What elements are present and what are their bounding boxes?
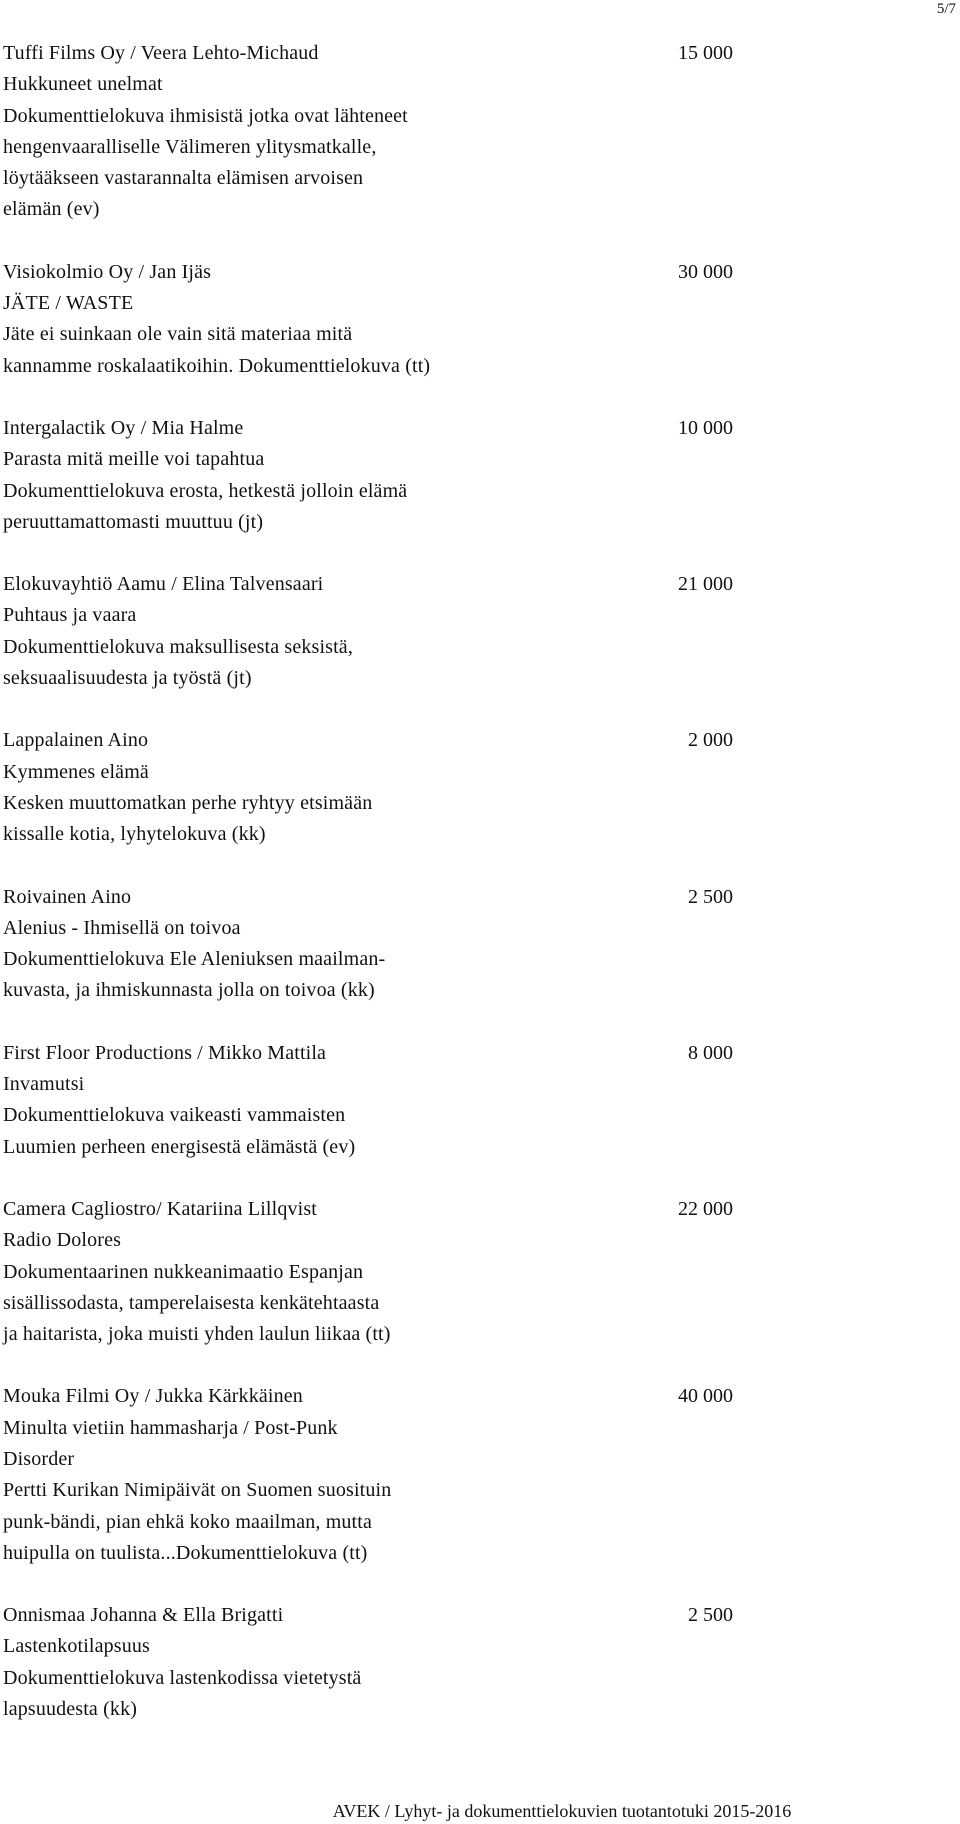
entry-amount: 2 500: [688, 1604, 733, 1627]
grant-entry: [3, 413, 733, 538]
entry-description-line: Dokumenttielokuva Ele Aleniuksen maailman-: [3, 948, 386, 971]
entry-amount: 21 000: [678, 573, 733, 596]
entry-description-line: Pertti Kurikan Nimipäivät on Suomen suosituin: [3, 1479, 392, 1502]
entry-applicant: Camera Cagliostro/ Katariina Lillqvist: [3, 1197, 317, 1220]
entry-description-line: Dokumenttielokuva ihmisistä jotka ovat lähteneet: [3, 104, 408, 127]
entry-applicant: Elokuvayhtiö Aamu / Elina Talvensaari: [3, 573, 324, 596]
entry-description-line: ja haitarista, joka muisti yhden laulun liikaa (tt): [3, 1323, 391, 1346]
entry-amount: 15 000: [678, 42, 733, 64]
entry-description-line: kissalle kotia, lyhytelokuva (kk): [3, 823, 266, 846]
entry-description-line: peruuttamattomasti muuttuu (jt): [3, 510, 264, 533]
page-footer: [0, 1800, 960, 1822]
entry-description-line: seksuaalisuudesta ja työstä (jt): [3, 667, 252, 690]
entry-applicant: Visiokolmio Oy / Jan Ijäs: [3, 260, 212, 283]
entry-title: Kymmenes elämä: [3, 760, 149, 783]
entry-title: Alenius - Ihmisellä on toivoa: [3, 916, 241, 939]
entry-applicant: First Floor Productions / Mikko Mattila: [3, 1041, 327, 1064]
entry-description-line: elämän (ev): [3, 198, 100, 221]
entry-amount: 8 000: [688, 1041, 733, 1064]
entry-description-line: Disorder: [3, 1447, 75, 1470]
entry-description-line: huipulla on tuulista...Dokumenttielokuva (tt): [3, 1541, 368, 1564]
grant-entry: [3, 1038, 733, 1163]
entry-title: Invamutsi: [3, 1073, 85, 1096]
entry-description-line: Jäte ei suinkaan ole vain sitä materiaa mitä: [3, 323, 353, 346]
entry-description-line: Dokumenttielokuva maksullisesta seksistä,: [3, 635, 353, 658]
grant-entry: [3, 725, 733, 850]
entry-applicant: Lappalainen Aino: [3, 729, 149, 752]
entry-description-line: löytääkseen vastarannalta elämisen arvoisen: [3, 167, 364, 190]
entry-title: Puhtaus ja vaara: [3, 604, 137, 627]
entry-amount: 2 500: [688, 885, 733, 908]
entry-applicant: Intergalactik Oy / Mia Halme: [3, 416, 244, 439]
entry-description-line: Kesken muuttomatkan perhe ryhtyy etsimään: [3, 791, 373, 814]
grant-entry: [3, 38, 733, 226]
entry-amount: 10 000: [678, 416, 733, 439]
entry-description-line: hengenvaaralliselle Välimeren ylitysmatkalle,: [3, 135, 377, 158]
entry-applicant: Roivainen Aino: [3, 885, 132, 908]
grant-entry: [3, 1381, 733, 1569]
entry-description-line: sisällissodasta, tamperelaisesta kenkätehtaasta: [3, 1291, 380, 1314]
grant-entry: [3, 1600, 733, 1725]
grant-entry: [3, 1194, 733, 1350]
grant-entry: [3, 882, 733, 1007]
entry-description-line: Dokumentaarinen nukkeanimaatio Espanjan: [3, 1260, 364, 1283]
entry-amount: 2 000: [688, 729, 733, 752]
entry-description-line: kannamme roskalaatikoihin. Dokumenttielokuva (tt): [3, 354, 431, 377]
grant-entry: [3, 569, 733, 694]
entry-title: Minulta vietiin hammasharja / Post-Punk: [3, 1416, 338, 1439]
entry-title: Lastenkotilapsuus: [3, 1635, 150, 1658]
entry-description-line: Luumien perheen energisestä elämästä (ev): [3, 1135, 356, 1158]
entry-applicant: Tuffi Films Oy / Veera Lehto-Michaud: [3, 42, 319, 64]
footer-text: AVEK / Lyhyt- ja dokumenttielokuvien tuotantotuki 2015-2016: [332, 1801, 792, 1821]
grant-list: [3, 38, 733, 1756]
entry-title: Hukkuneet unelmat: [3, 73, 163, 96]
entry-applicant: Onnismaa Johanna & Ella Brigatti: [3, 1604, 284, 1627]
entry-title: JÄTE / WASTE: [3, 292, 134, 315]
entry-applicant: Mouka Filmi Oy / Jukka Kärkkäinen: [3, 1385, 303, 1408]
entry-amount: 22 000: [678, 1197, 733, 1220]
entry-title: Parasta mitä meille voi tapahtua: [3, 448, 265, 471]
grant-entry: [3, 257, 733, 382]
entry-description-line: punk-bändi, pian ehkä koko maailman, mutta: [3, 1510, 372, 1533]
entry-description-line: Dokumenttielokuva erosta, hetkestä jolloin elämä: [3, 479, 408, 502]
entry-title: Radio Dolores: [3, 1229, 122, 1252]
entry-amount: 30 000: [678, 260, 733, 283]
page-number: 5/7: [936, 1, 956, 17]
entry-description-line: Dokumenttielokuva lastenkodissa vietetystä: [3, 1666, 362, 1689]
entry-description-line: lapsuudesta (kk): [3, 1698, 138, 1721]
entry-description-line: kuvasta, ja ihmiskunnasta jolla on toivoa (kk): [3, 979, 375, 1002]
entry-amount: 40 000: [678, 1385, 733, 1408]
entry-description-line: Dokumenttielokuva vaikeasti vammaisten: [3, 1104, 346, 1127]
